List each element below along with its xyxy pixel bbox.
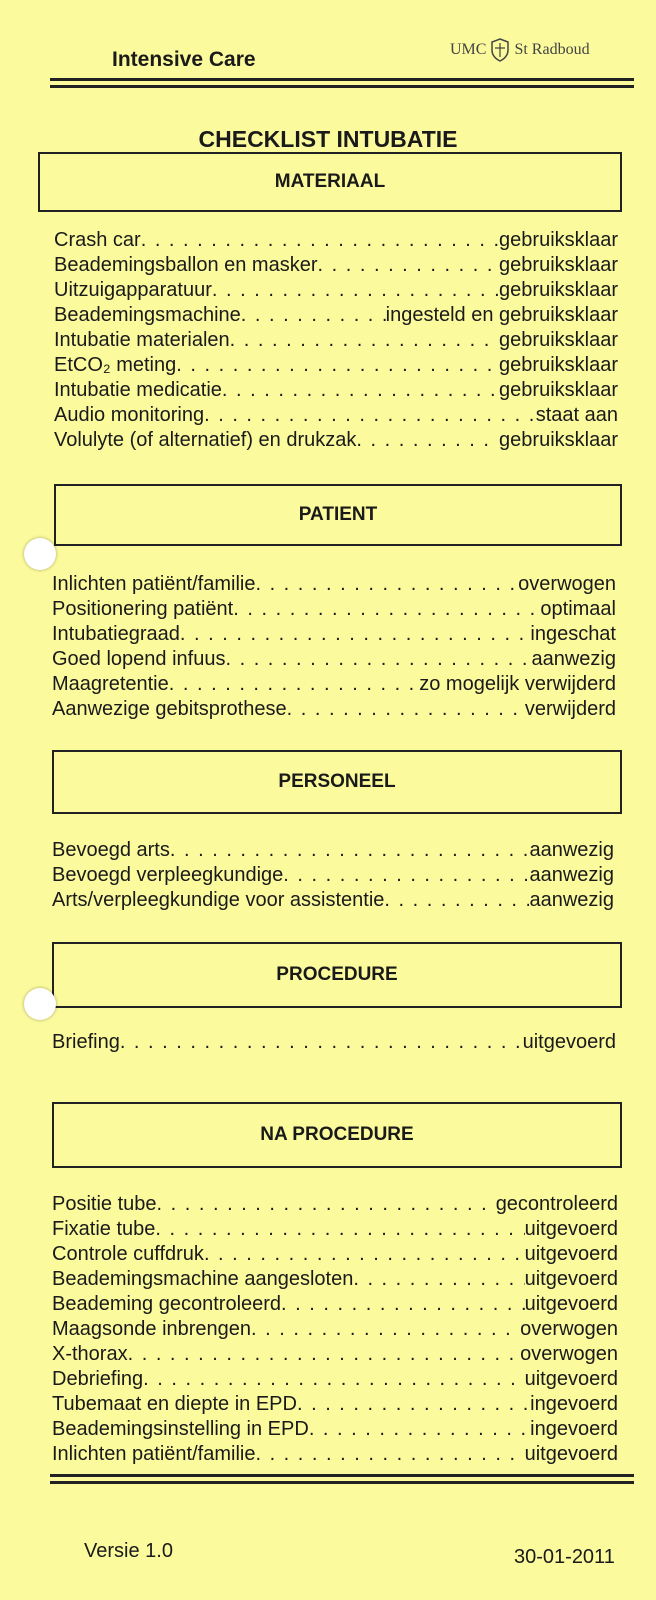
footer-divider — [50, 1474, 634, 1484]
item-value: gebruiksklaar — [499, 254, 618, 276]
item-value: uitgevoerd — [524, 1218, 618, 1240]
item-label: X-thorax — [52, 1343, 128, 1365]
item-label: Beademingsmachine aangesloten — [52, 1268, 354, 1290]
list-item — [52, 1292, 618, 1317]
list-item — [52, 672, 616, 697]
item-value: uitgevoerd — [524, 1268, 618, 1290]
list-item — [52, 1367, 618, 1392]
list-item — [52, 572, 616, 597]
item-label: Tubemaat en diepte in EPD — [52, 1393, 297, 1415]
item-value: uitgevoerd — [524, 1443, 618, 1465]
materiaal-list — [54, 228, 618, 453]
list-item — [52, 888, 614, 913]
item-label: Intubatie medicatie — [54, 379, 222, 401]
item-label: Bevoegd arts — [52, 839, 170, 861]
item-value: gebruiksklaar — [499, 429, 618, 451]
item-value: ingevoerd — [530, 1393, 618, 1415]
list-item — [52, 1342, 618, 1367]
section-heading-label: NA PROCEDURE — [260, 1124, 414, 1145]
list-item — [52, 838, 614, 863]
list-item — [54, 353, 618, 378]
item-label: Crash car — [54, 229, 141, 251]
section-heading-label: PATIENT — [298, 504, 378, 525]
list-item — [52, 1267, 618, 1292]
item-value: uitgevoerd — [524, 1368, 618, 1390]
list-item — [52, 1417, 618, 1442]
item-label: Positionering patiënt — [52, 598, 234, 620]
list-item — [52, 863, 614, 888]
item-value: staat aan — [535, 404, 618, 426]
item-value: gebruiksklaar — [499, 329, 618, 351]
list-item — [52, 622, 616, 647]
item-value: gebruiksklaar — [499, 354, 618, 376]
punch-hole — [24, 988, 56, 1020]
item-label: Audio monitoring — [54, 404, 205, 426]
item-label: Beademingsballon en masker — [54, 254, 318, 276]
header-divider — [50, 78, 634, 88]
item-label: Debriefing — [52, 1368, 144, 1390]
section-heading-procedure — [52, 942, 622, 1008]
list-item — [54, 278, 618, 303]
item-label: Uitzuigapparatuur — [54, 279, 212, 301]
section-heading-na-procedure — [52, 1102, 622, 1168]
item-label: Intubatie materialen — [54, 329, 230, 351]
item-value: aanwezig — [531, 648, 616, 670]
item-label: EtCO₂ meting — [54, 354, 177, 376]
item-value: overwogen — [520, 1343, 618, 1365]
item-value: ingeschat — [530, 623, 616, 645]
item-value: aanwezig — [529, 839, 614, 861]
date-label: 30-01-2011 — [514, 1546, 615, 1568]
item-value: verwijderd — [524, 698, 616, 720]
item-label: Aanwezige gebitsprothese — [52, 698, 287, 720]
item-value: uitgevoerd — [522, 1031, 616, 1053]
logo-text-left: UMC — [450, 41, 487, 58]
item-value: ingevoerd — [530, 1418, 618, 1440]
item-label: Intubatiegraad — [52, 623, 180, 645]
item-value: overwogen — [518, 573, 616, 595]
item-value: overwogen — [520, 1318, 618, 1340]
item-label: Controle cuffdruk — [52, 1243, 204, 1265]
item-value: gebruiksklaar — [499, 229, 618, 251]
crest-icon — [490, 38, 510, 62]
patient-list — [52, 572, 616, 722]
personeel-list — [52, 838, 614, 913]
list-item — [52, 1317, 618, 1342]
list-item — [54, 303, 618, 328]
section-heading-patient — [54, 484, 622, 546]
list-item — [52, 1217, 618, 1242]
list-item — [54, 403, 618, 428]
item-label: Maagsonde inbrengen — [52, 1318, 252, 1340]
item-value: optimaal — [540, 598, 616, 620]
item-label: Fixatie tube — [52, 1218, 156, 1240]
list-item — [52, 647, 616, 672]
item-label: Goed lopend infuus — [52, 648, 226, 670]
list-item — [54, 328, 618, 353]
logo-text-right: St Radboud — [514, 41, 590, 58]
section-heading-label: PERSONEEL — [278, 771, 396, 792]
item-value: aanwezig — [529, 864, 614, 886]
list-item — [54, 378, 618, 403]
list-item — [54, 228, 618, 253]
punch-hole — [24, 538, 56, 570]
department-label: Intensive Care — [112, 48, 256, 71]
item-label: Beademingsmachine — [54, 304, 241, 326]
procedure-list — [52, 1030, 616, 1055]
section-heading-materiaal — [38, 152, 622, 212]
section-heading-label: PROCEDURE — [276, 964, 398, 985]
item-label: Maagretentie — [52, 673, 169, 695]
item-label: Beademingsinstelling in EPD — [52, 1418, 309, 1440]
list-item — [52, 1242, 618, 1267]
item-value: ingesteld en gebruiksklaar — [385, 304, 618, 326]
list-item — [52, 597, 616, 622]
list-item — [52, 697, 616, 722]
list-item — [52, 1392, 618, 1417]
item-label: Arts/verpleegkundige voor assistentie — [52, 889, 385, 911]
item-value: gebruiksklaar — [499, 279, 618, 301]
list-item — [54, 253, 618, 278]
page-title: CHECKLIST INTUBATIE — [198, 126, 458, 152]
list-item — [52, 1030, 616, 1055]
item-value: aanwezig — [529, 889, 614, 911]
item-label: Bevoegd verpleegkundige — [52, 864, 284, 886]
item-label: Volulyte (of alternatief) en drukzak — [54, 429, 357, 451]
version-label: Versie 1.0 — [84, 1540, 173, 1562]
item-value: gecontroleerd — [495, 1193, 618, 1215]
item-value: gebruiksklaar — [499, 379, 618, 401]
list-item — [54, 428, 618, 453]
section-heading-personeel — [52, 750, 622, 814]
section-heading-label: MATERIAAL — [274, 171, 386, 192]
item-value: uitgevoerd — [524, 1243, 618, 1265]
list-item — [52, 1442, 618, 1467]
item-value: zo mogelijk verwijderd — [419, 673, 616, 695]
item-label: Inlichten patiënt/familie — [52, 573, 256, 595]
na-procedure-list — [52, 1192, 618, 1467]
item-value: uitgevoerd — [524, 1293, 618, 1315]
item-label: Positie tube — [52, 1193, 157, 1215]
hospital-logo — [450, 38, 590, 62]
item-label: Inlichten patiënt/familie — [52, 1443, 256, 1465]
item-label: Briefing — [52, 1031, 120, 1053]
list-item — [52, 1192, 618, 1217]
item-label: Beademing gecontroleerd — [52, 1293, 282, 1315]
